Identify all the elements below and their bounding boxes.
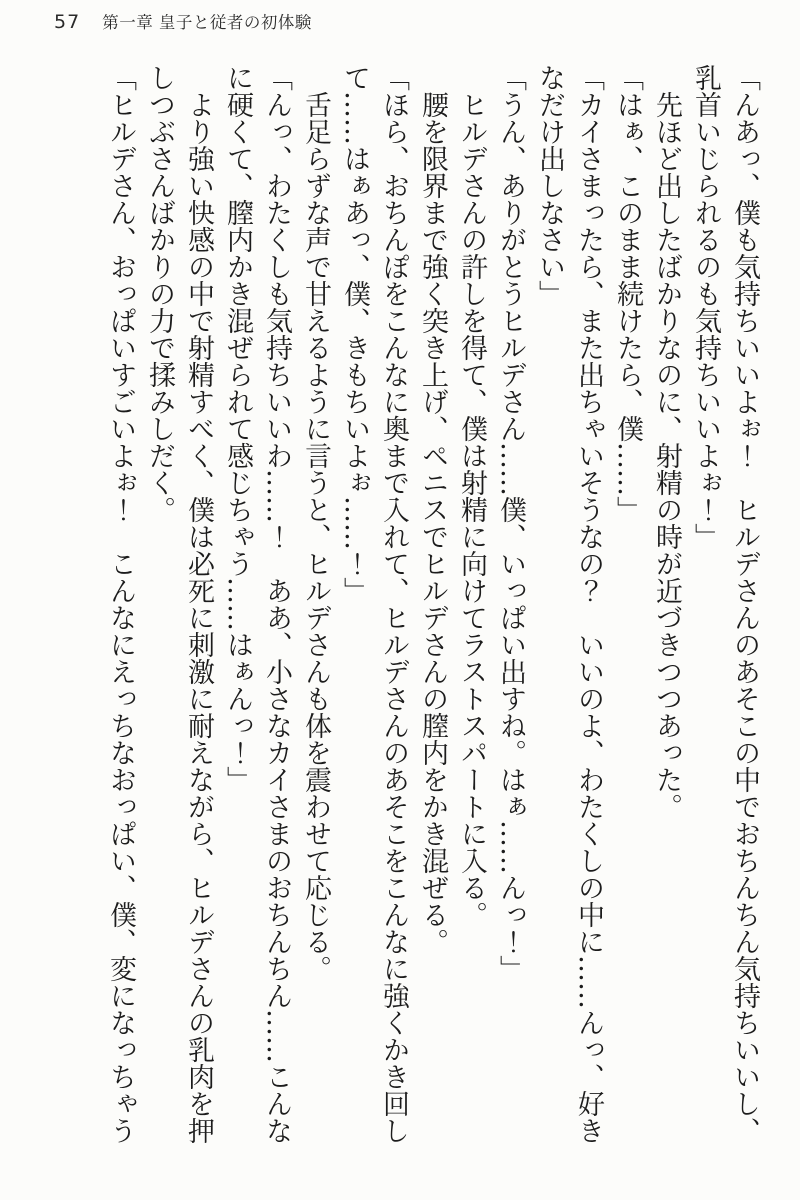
text-line: なだけ出しなさい」 — [534, 64, 565, 307]
text-line: 「はぁ、このまま続けたら、僕……」 — [612, 64, 643, 523]
text-line: 乳首いじられるのも気持ちいいよぉ！」 — [690, 64, 721, 550]
text-line: 「ほら、おちんぽをこんなに奥まで入れて、ヒルデさんのあそこをこんなに強くかき回し — [378, 64, 409, 1144]
text-line: 腰を限界まで強く突き上げ、ペニスでヒルデさんの膣内をかき混ぜる。 — [417, 91, 448, 955]
running-header — [54, 9, 312, 33]
text-line: 「ヒルデさん、おっぱいすごいよぉ！ こんなにえっちなおっぱい、僕、変になっちゃう — [105, 64, 136, 1144]
text-line: 「んあっ、僕も気持ちいいよぉ！ ヒルデさんのあそこの中でおちんちん気持ちいいし、 — [729, 64, 760, 1144]
text-line: 「カイさまったら、また出ちゃいそうなの？ いいのよ、わたくしの中に……んっ、好き — [573, 64, 604, 1144]
chapter-title: 第一章 皇子と従者の初体験 — [102, 13, 312, 32]
text-line: ヒルデさんの許しを得て、僕は射精に向けてラストスパートに入る。 — [456, 91, 487, 928]
text-line: より強い快感の中で射精すべく、僕は必死に刺激に耐えながら、ヒルデさんの乳肉を押 — [183, 91, 214, 1144]
text-line: て……はぁあっ、僕、きもちいよぉ……！」 — [339, 64, 370, 604]
page-number: 57 — [54, 11, 81, 33]
text-line: に硬くて、膣内かき混ぜられて感じちゃう……はぁんっ！」 — [222, 64, 253, 793]
text-line: 「うん、ありがとうヒルデさん……僕、いっぱい出すね。はぁ……んっ！」 — [495, 64, 526, 982]
text-line: 「んっ、わたくしも気持ちいいわ……！ ああ、小さなカイさまのおちんちん……こんな — [261, 64, 292, 1144]
text-line: 舌足らずな声で甘えるように言うと、ヒルデさんも体を震わせて応じる。 — [300, 91, 331, 982]
text-line: しつぶさんばかりの力で揉みしだく。 — [144, 64, 175, 523]
vertical-text-block — [101, 64, 764, 1198]
text-line: 先ほど出したばかりなのに、射精の時が近づきつつあった。 — [651, 91, 682, 820]
